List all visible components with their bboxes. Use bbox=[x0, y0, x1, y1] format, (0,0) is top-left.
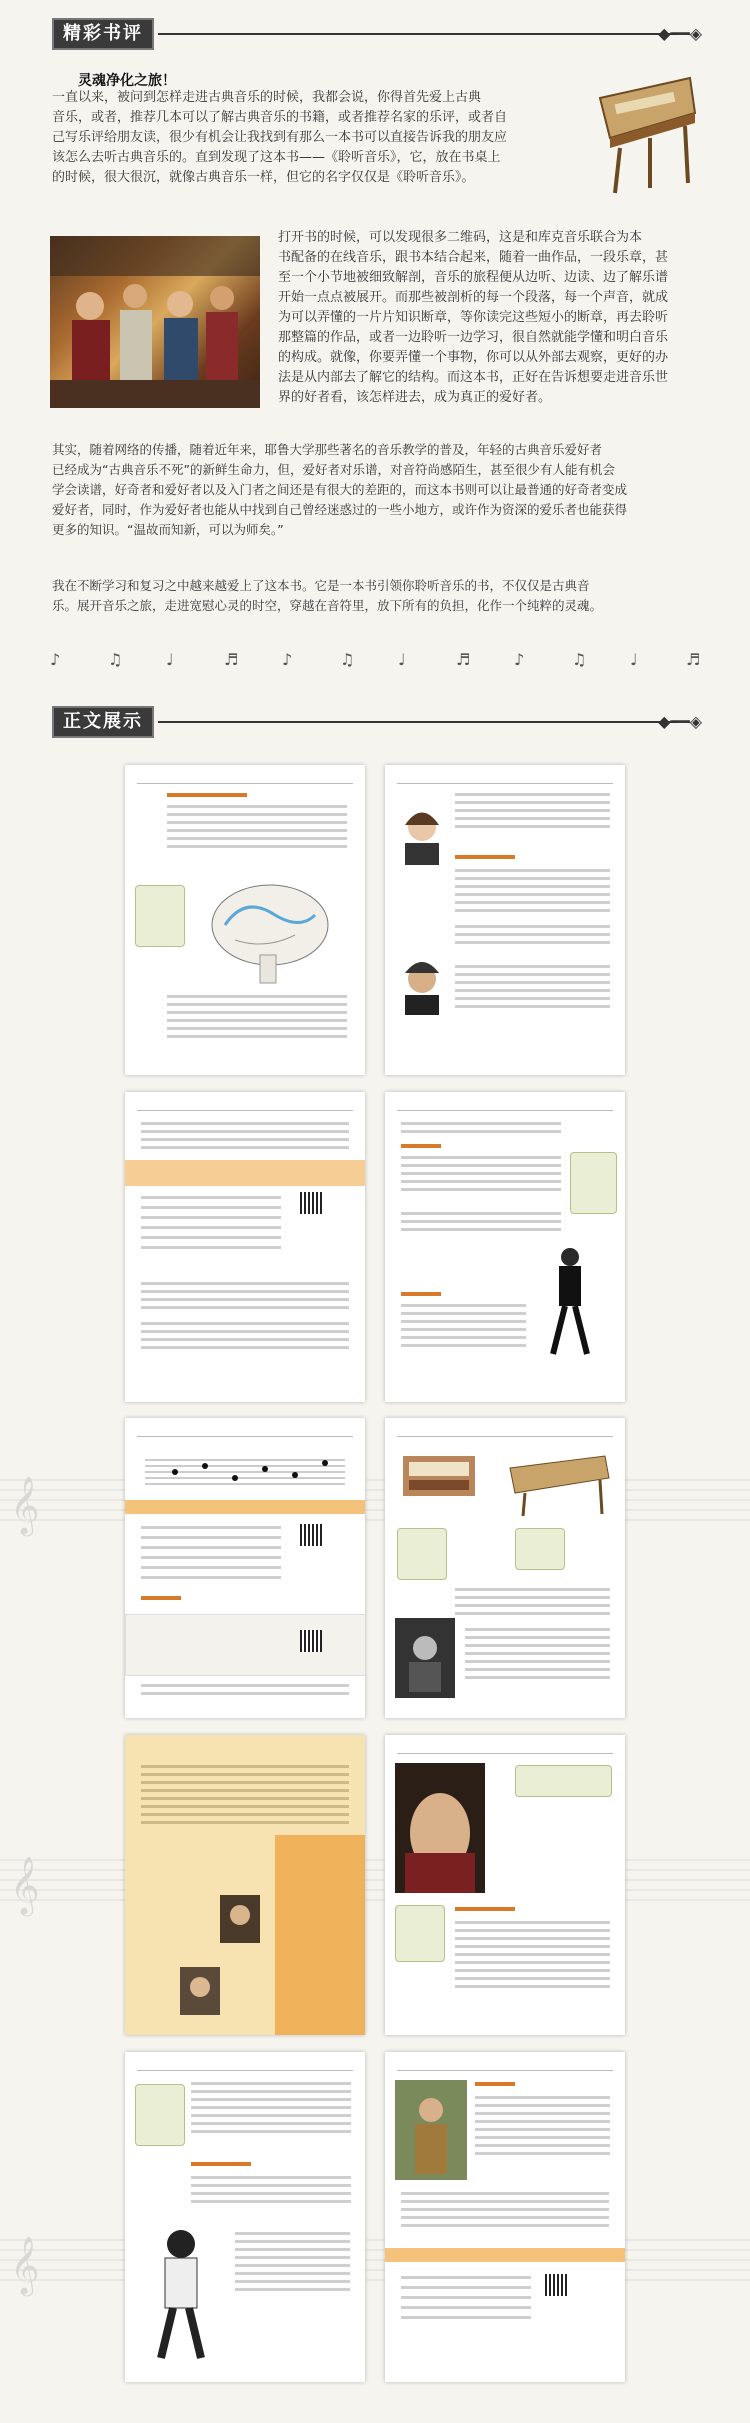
header-rule bbox=[158, 33, 678, 35]
music-note-icon: ♪ bbox=[50, 650, 61, 669]
music-note-icon: ♩ bbox=[398, 650, 406, 669]
music-note-icon: ♫ bbox=[108, 650, 123, 669]
music-note-icon: ♪ bbox=[514, 650, 525, 669]
flourish-icon: ◆━━◈ bbox=[658, 712, 702, 731]
text-line: 该怎么去听古典音乐的。直到发现了这本书——《聆听音乐》，它，放在书桌上 bbox=[52, 150, 501, 165]
text-line: 其实，随着网络的传播，随着近年来，耶鲁大学那些著名的音乐教学的普及，年轻的古典音乐爱好者 bbox=[52, 442, 603, 457]
book-page-preview bbox=[125, 1092, 365, 1402]
text-line: 界的好者看，该怎样进去，成为真正的爱好者。 bbox=[278, 390, 552, 405]
music-staff-background bbox=[0, 1400, 750, 2423]
text-line: 乐。展开音乐之旅，走进宽慰心灵的时空，穿越在音符里，放下所有的负担，化作一个纯粹的灵魂。 bbox=[52, 598, 603, 613]
text-line: 已经成为“古典音乐不死”的新鲜生命力，但，爱好者对乐谱，对音符尚感陌生，甚至很少有人能有机会 bbox=[52, 462, 615, 477]
text-line: 一直以来，被问到怎样走进古典音乐的时候，我都会说，你得首先爱上古典 bbox=[52, 90, 482, 105]
music-note-icon: ♬ bbox=[456, 650, 471, 669]
music-note-icon: ♬ bbox=[224, 650, 239, 669]
book-page-preview bbox=[385, 765, 625, 1075]
text-line: 爱好者，同时，作为爱好者也能从中找到自己曾经迷惑过的一些小地方，或许作为资深的爱乐者也能获得 bbox=[52, 502, 628, 517]
text-line: 我在不断学习和复习之中越来越爱上了这本书。它是一本书引领你聆听音乐的书，不仅仅是古典音 bbox=[52, 578, 590, 593]
text-line: 己写乐评给朋友读，很少有机会让我找到有那么一本书可以直接告诉我的朋友应 bbox=[52, 130, 508, 145]
music-note-icon: ♩ bbox=[630, 650, 638, 669]
music-note-icon: ♩ bbox=[166, 650, 174, 669]
renaissance-painting-image bbox=[50, 236, 260, 408]
svg-text:𝄞: 𝄞 bbox=[10, 2236, 40, 2294]
header-rule bbox=[158, 721, 678, 723]
review-title: 灵魂净化之旅！ bbox=[78, 73, 176, 89]
text-line: 的时候，很大很沉，就像古典音乐一样，但它的名字仅仅是《聆听音乐》。 bbox=[52, 170, 475, 185]
music-note-icon: ♪ bbox=[282, 650, 293, 669]
preview-section-header bbox=[52, 706, 702, 740]
svg-text:𝄞: 𝄞 bbox=[10, 1476, 40, 1534]
text-line: 那整篇的作品，或者一边聆听一边学习，很自然就能学懂和明白音乐 bbox=[278, 330, 669, 345]
review-paragraph-1 bbox=[52, 88, 582, 188]
text-line: 书配备的在线音乐，跟书本结合起来，随着一曲作品，一段乐章，甚 bbox=[278, 250, 669, 265]
book-page-preview bbox=[385, 1735, 625, 2035]
book-page-preview bbox=[125, 1418, 365, 1718]
preview-section-label: 正文展示 bbox=[52, 706, 154, 738]
book-page-preview bbox=[125, 1735, 365, 2035]
book-page-preview bbox=[125, 2052, 365, 2382]
harpsichord-image bbox=[590, 68, 700, 198]
review-paragraph-4 bbox=[52, 576, 702, 616]
music-note-icon: ♫ bbox=[572, 650, 587, 669]
text-line: 的构成。就像，你要弄懂一个事物，你可以从外部去观察，更好的办 bbox=[278, 350, 669, 365]
text-line: 法是从内部去了解它的结构。而这本书，正好在告诉想要走进音乐世 bbox=[278, 370, 669, 385]
book-page-preview bbox=[385, 1092, 625, 1402]
flourish-icon: ◆━━◈ bbox=[658, 24, 702, 43]
text-line: 开始一点点被展开。而那些被剖析的每一个段落，每一个声音，就成 bbox=[278, 290, 669, 305]
text-line: 至一个小节地被细致解剖，音乐的旅程便从边听、边读、边了解乐谱 bbox=[278, 270, 669, 285]
book-page-preview bbox=[125, 765, 365, 1075]
book-page-preview bbox=[385, 2052, 625, 2382]
text-line: 音乐，或者，推荐几本可以了解古典音乐的书籍，或者推荐名家的乐评，或者自 bbox=[52, 110, 508, 125]
review-paragraph-3 bbox=[52, 440, 702, 540]
text-line: 学会读谱，好奇者和爱好者以及入门者之间还是有很大的差距的，而这本书则可以让最普通的好奇者变成 bbox=[52, 482, 628, 497]
svg-text:𝄞: 𝄞 bbox=[10, 1856, 40, 1914]
music-note-icon: ♫ bbox=[340, 650, 355, 669]
music-note-icon: ♬ bbox=[686, 650, 701, 669]
music-notes-divider bbox=[50, 650, 700, 680]
review-section-label: 精彩书评 bbox=[52, 18, 154, 50]
text-line: 为可以弄懂的一片片知识断章，等你读完这些短小的断章，再去聆听 bbox=[278, 310, 669, 325]
review-section-header bbox=[52, 18, 702, 52]
review-paragraph-2 bbox=[278, 228, 700, 408]
text-line: 打开书的时候，可以发现很多二维码，这是和库克音乐联合为本 bbox=[278, 230, 643, 245]
text-line: 更多的知识。“温故而知新，可以为师矣。” bbox=[52, 522, 284, 537]
book-page-preview bbox=[385, 1418, 625, 1718]
